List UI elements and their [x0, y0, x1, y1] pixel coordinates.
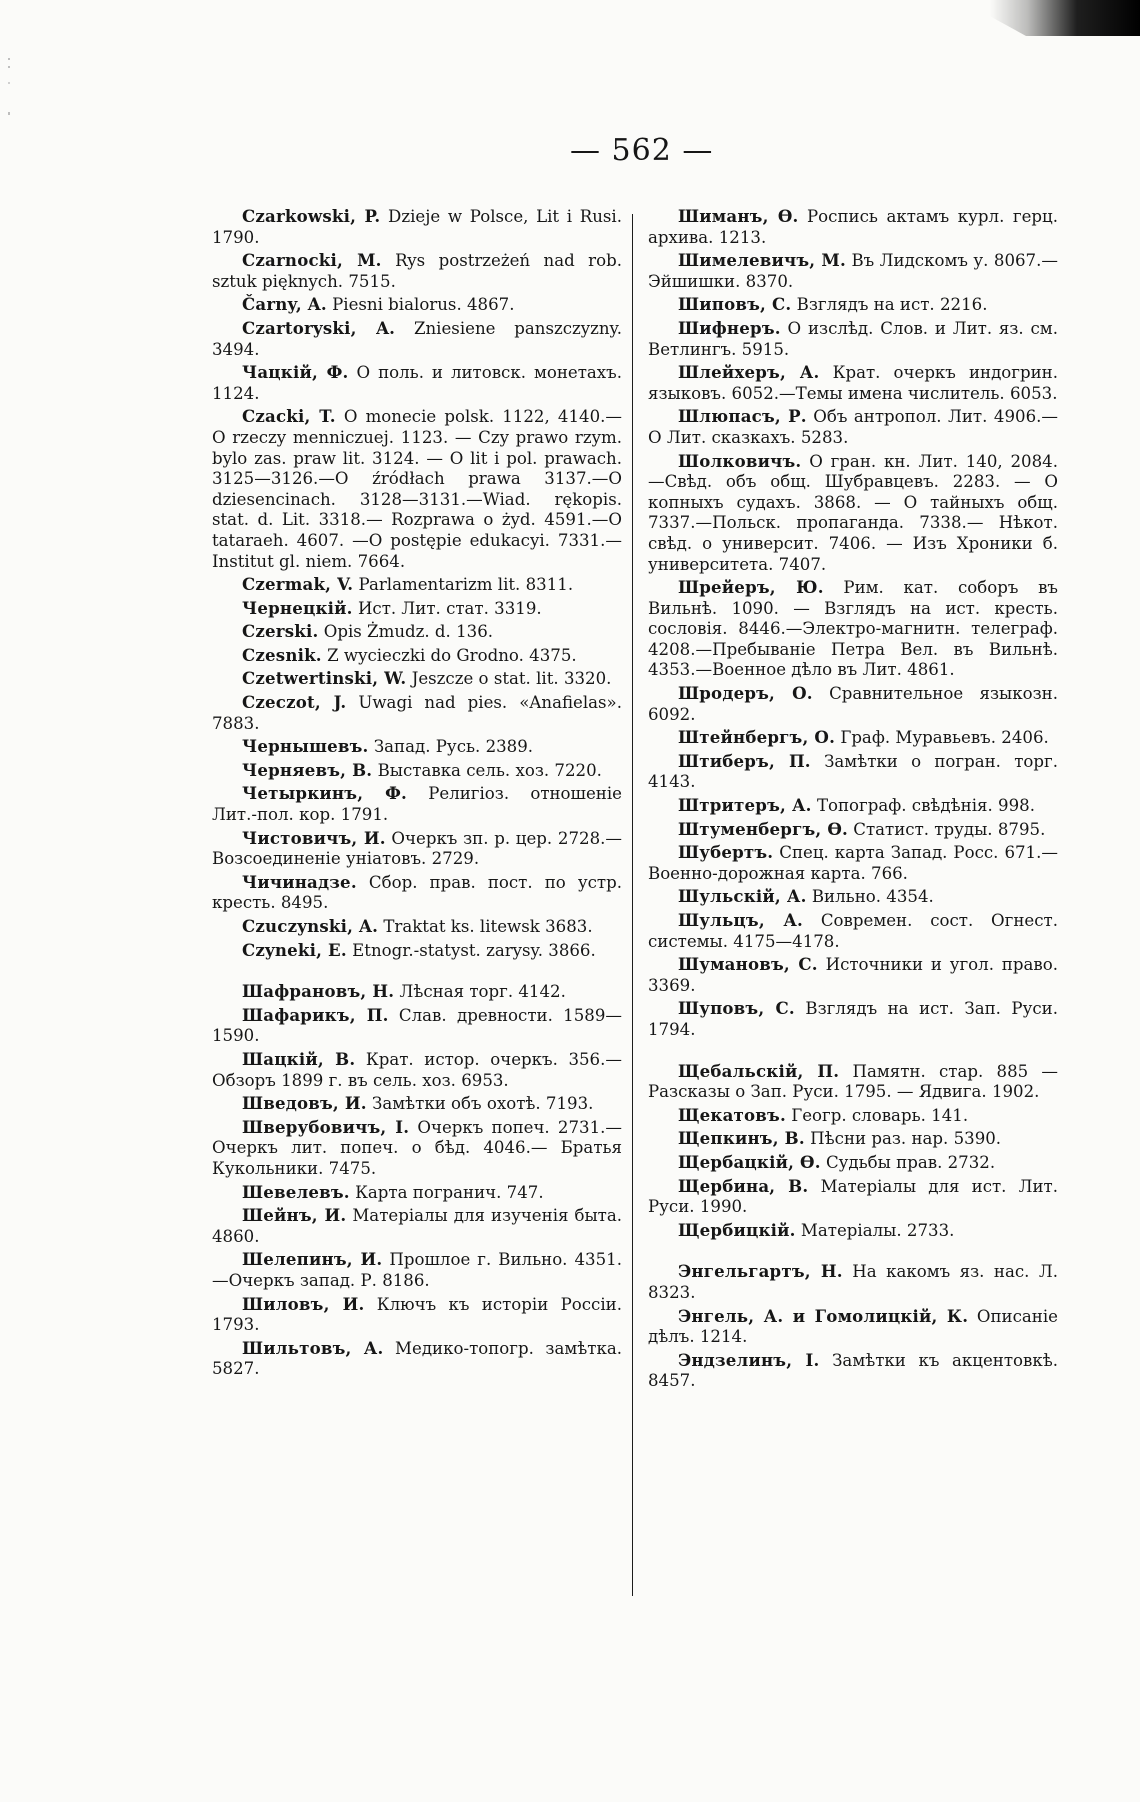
scan-dark-corner: [990, 0, 1140, 36]
bibliography-entry: [212, 916, 622, 938]
bibliography-entry: [648, 727, 1058, 749]
bibliography-entry: [648, 1152, 1058, 1174]
bibliography-entry: [212, 940, 622, 962]
entry-text: Источники и угол. право. 3369.: [648, 955, 1058, 995]
entry-text: Uwagi nad pies. «Anafielas». 7883.: [212, 693, 622, 733]
entry-text: О поль. и литовск. монетахъ. 1124.: [212, 363, 622, 403]
bibliography-entry: [648, 751, 1058, 793]
entry-author: Шиповъ, С.: [678, 294, 792, 315]
bibliography-entry: [648, 910, 1058, 952]
bibliography-entry: [212, 1182, 622, 1204]
entry-text: Piesni bialorus. 4867.: [332, 295, 515, 315]
entry-text: Въ Лидскомъ у. 8067.—Эйшишки. 8370.: [648, 251, 1058, 291]
entry-author: Энгель, А. и Гомолицкій, К.: [678, 1305, 969, 1326]
bibliography-entry: [648, 1306, 1058, 1348]
bibliography-entry: [648, 1105, 1058, 1127]
entry-author: Čarny, A.: [242, 294, 327, 315]
bibliography-entry: [648, 250, 1058, 292]
entry-author: Шульцъ, А.: [678, 910, 804, 930]
entry-text: Взглядъ на ист. 2216.: [796, 295, 988, 315]
section-gap: [212, 963, 622, 981]
bibliography-entry: [648, 206, 1058, 248]
entry-author: Чацкій, Ф.: [242, 362, 349, 383]
entry-text: Взглядъ на ист. Зап. Руси. 1794.: [648, 999, 1058, 1039]
section-gap: [648, 1243, 1058, 1261]
bibliography-entry: [648, 1220, 1058, 1242]
entry-author: Шумановъ, С.: [678, 954, 818, 975]
entry-text: Статист. труды. 8795.: [853, 819, 1046, 839]
entry-author: Czermak, V.: [242, 574, 354, 595]
entry-text: Спец. карта Запад. Росс. 671.—Военно-дорожная карта. 766.: [648, 843, 1058, 883]
entry-text: Геогр. словарь. 141.: [791, 1105, 969, 1125]
bibliography-entry: [212, 294, 622, 316]
entry-author: Чернышевъ.: [242, 736, 369, 757]
bibliography-entry: [212, 760, 622, 782]
bibliography-entry: [212, 1249, 622, 1291]
entry-author: Щербина, В.: [678, 1175, 809, 1196]
entry-text: Замѣтки о погран. торг. 4143.: [648, 751, 1058, 792]
entry-text: Traktat ks. litewsk 3683.: [383, 917, 593, 936]
entry-author: Czyneki, E.: [242, 939, 347, 960]
entry-author: Шлейхеръ, А.: [678, 362, 820, 383]
entry-text: Граф. Муравьевъ. 2406.: [840, 728, 1049, 748]
entry-author: Шродеръ, О.: [678, 683, 813, 704]
bibliography-entry: [648, 1176, 1058, 1218]
entry-author: Шиманъ, Ѳ.: [678, 206, 799, 226]
entry-author: Шевелевъ.: [242, 1181, 350, 1202]
entry-text: На какомъ яз. нас. Л. 8323.: [648, 1262, 1058, 1302]
bibliography-entry: [648, 886, 1058, 908]
entry-text: Очеркъ зп. р. цер. 2728.—Возсоединеніе уніатовъ. 2729.: [212, 828, 623, 869]
bibliography-entry: [212, 406, 622, 572]
entry-author: Шлюпасъ, Р.: [678, 406, 807, 427]
bibliography-entry: [648, 954, 1058, 996]
entry-author: Черняевъ, В.: [242, 759, 373, 780]
entry-author: Штритеръ, А.: [678, 795, 812, 816]
bibliography-entry: [648, 451, 1058, 576]
bibliography-entry: [648, 406, 1058, 448]
entry-author: Чернецкій.: [242, 597, 353, 618]
entry-text: Крат. истор. очеркъ. 356.—Обзоръ 1899 г. въ сель. хоз. 6953.: [212, 1049, 622, 1090]
bibliography-entry: [212, 783, 622, 825]
entry-text: Прошлое г. Вильно. 4351.—Очеркъ запад. Р. 8186.: [212, 1250, 622, 1290]
bibliography-entry: [212, 206, 622, 248]
bibliography-entry: [212, 574, 622, 596]
entry-author: Щепкинъ, В.: [678, 1128, 805, 1149]
entry-text: Запад. Русь. 2389.: [373, 737, 534, 757]
bibliography-entry: [212, 828, 622, 870]
bibliography-entry: [212, 1093, 622, 1115]
entry-text: Очеркъ попеч. 2731.—Очеркъ лит. попеч. о бѣд. 4046.— Братья Кукольники. 7475.: [212, 1117, 622, 1178]
entry-author: Шрейеръ, Ю.: [678, 577, 824, 598]
bibliography-entry: [648, 998, 1058, 1040]
entry-text: Матеріалы для ист. Лит. Руси. 1990.: [648, 1176, 1058, 1217]
bibliography-entry: [648, 362, 1058, 404]
entry-author: Шелепинъ, И.: [242, 1249, 383, 1270]
bibliography-entry: [212, 1338, 622, 1380]
entry-text: Памятн. стар. 885 — Разсказы о Зап. Руси. 1795. — Ядвига. 1902.: [648, 1061, 1059, 1102]
entry-text: Etnogr.-statyst. zarysy. 3866.: [352, 940, 596, 960]
entry-text: Ключъ къ исторіи Россіи. 1793.: [212, 1294, 622, 1335]
bibliography-entry: [212, 981, 622, 1003]
entry-author: Шейнъ, И.: [242, 1205, 347, 1226]
entry-author: Czerski.: [242, 621, 319, 642]
entry-author: Шацкій, В.: [242, 1048, 356, 1069]
bibliography-entry: [648, 1128, 1058, 1150]
entry-text: Сбор. прав. пост. по устр. кресть. 8495.: [212, 872, 622, 913]
entry-author: Щекатовъ.: [678, 1104, 786, 1125]
entry-author: Czuczynski, A.: [242, 916, 379, 936]
entry-author: Щербацкій, Ѳ.: [678, 1151, 821, 1172]
section-gap: [648, 1043, 1058, 1061]
entry-author: Эндзелинъ, І.: [678, 1349, 820, 1370]
entry-text: Выставка сель. хоз. 7220.: [377, 760, 602, 780]
right-column: [648, 206, 1058, 1394]
bibliography-entry: [212, 736, 622, 758]
entry-author: Шолковичъ.: [678, 450, 802, 471]
entry-author: Czarnocki, M.: [242, 250, 382, 271]
entry-author: Шверубовичъ, І.: [242, 1116, 410, 1137]
bibliography-entry: [212, 1005, 622, 1047]
bibliography-entry: [648, 294, 1058, 316]
bibliography-entry: [212, 692, 622, 734]
entry-text: Религіоз. отношеніе Лит.-пол. кор. 1791.: [212, 784, 622, 825]
bibliography-entry: [212, 1294, 622, 1336]
entry-author: Czeczot, J.: [242, 692, 347, 713]
entry-text: Замѣтки къ акцентовкѣ. 8457.: [648, 1350, 1058, 1391]
entry-author: Энгельгартъ, Н.: [678, 1261, 843, 1282]
entry-author: Щербицкій.: [678, 1219, 796, 1240]
bibliography-entry: [212, 1205, 622, 1247]
entry-text: Лѣсная торг. 4142.: [399, 982, 566, 1002]
bibliography-entry: [212, 362, 622, 404]
entry-text: Вильно. 4354.: [811, 887, 934, 907]
entry-text: Топограф. свѣдѣнія. 998.: [816, 796, 1035, 816]
entry-text: О изслѣд. Слов. и Лит. яз. см. Ветлингъ. 5915.: [648, 318, 1058, 359]
bibliography-entry: [648, 1061, 1058, 1103]
entry-text: Z wycieczki do Grodno. 4375.: [327, 645, 577, 665]
bibliography-entry: [648, 819, 1058, 841]
bibliography-entry: [212, 250, 622, 292]
entry-author: Czesnik.: [242, 644, 322, 665]
scan-margin-mark: [8, 58, 10, 144]
bibliography-entry: [212, 872, 622, 914]
entry-text: Матеріалы. 2733.: [800, 1220, 955, 1240]
bibliography-entry: [212, 1049, 622, 1091]
entry-text: Объ антропол. Лит. 4906.—О Лит. сказкахъ. 5283.: [648, 407, 1058, 447]
entry-text: Parlamentarizm lit. 8311.: [358, 575, 574, 595]
entry-author: Штуменбергъ, Ѳ.: [678, 818, 848, 839]
bibliography-entry: [648, 318, 1058, 360]
entry-author: Czetwertinski, W.: [242, 668, 407, 689]
entry-text: Zniesiene panszczyzny. 3494.: [212, 318, 623, 359]
entry-text: Ист. Лит. стат. 3319.: [357, 598, 542, 618]
entry-author: Шафарикъ, П.: [242, 1004, 389, 1025]
entry-text: Opis Żmudz. d. 136.: [323, 622, 494, 642]
entry-author: Щебальскій, П.: [678, 1060, 840, 1081]
bibliography-entry: [212, 598, 622, 620]
entry-text: Рим. кат. соборъ въ Вильнѣ. 1090. — Взглядъ на ист. кресть. сословія. 8446.—Электро-магнитн. телеграф. 4208.—Пребываніе Петра Вел. въ Вильнѣ. 4353.—Военное дѣло въ Лит. 4861.: [648, 578, 1058, 680]
bibliography-entry: [648, 795, 1058, 817]
entry-author: Czacki, T.: [242, 406, 336, 427]
bibliography-entry: [648, 577, 1058, 681]
entry-author: Шильтовъ, А.: [242, 1337, 384, 1358]
entry-text: Крат. очеркъ индогрин. языковъ. 6052.—Темы имена числитель. 6053.: [648, 363, 1059, 403]
bibliography-entry: [648, 683, 1058, 725]
entry-text: Современ. сост. Огнест. системы. 4175—4178.: [648, 911, 1058, 951]
left-column: [212, 206, 622, 1382]
bibliography-entry: [212, 1117, 622, 1180]
entry-text: Замѣтки объ охотѣ. 7193.: [372, 1094, 594, 1114]
entry-text: Описаніе дѣлъ. 1214.: [648, 1306, 1058, 1347]
entry-text: Матеріалы для изученія быта. 4860.: [212, 1206, 622, 1246]
bibliography-entry: [212, 645, 622, 667]
entry-text: Пѣсни раз. нар. 5390.: [810, 1129, 1002, 1149]
entry-author: Шифнеръ.: [678, 317, 781, 338]
bibliography-entry: [212, 318, 622, 360]
entry-author: Штейнбергъ, О.: [678, 727, 836, 748]
bibliography-entry: [648, 842, 1058, 884]
entry-text: Сравнительное языкозн. 6092.: [648, 684, 1058, 724]
bibliography-entry: [212, 621, 622, 643]
column-divider: [632, 214, 633, 1596]
entry-author: Czarkowski, P.: [242, 206, 381, 226]
entry-text: Медико-топогр. замѣтка. 5827.: [212, 1338, 623, 1379]
entry-text: Dzieje w Polsce, Lit i Rusi. 1790.: [212, 207, 622, 247]
entry-author: Чистовичъ, И.: [242, 827, 386, 848]
entry-text: О гран. кн. Лит. 140, 2084.—Свѣд. объ общ. Шубравцевъ. 2283. — О копныхъ судахъ. 3868. — О тайныхъ общ. 7337.—Польск. пропаганда. 7338.— Нѣкот. свѣд. о университ. 7406. — Изъ Хроники б. университета. 7407.: [648, 451, 1058, 574]
bibliography-entry: [648, 1261, 1058, 1303]
bibliography-entry: [648, 1350, 1058, 1392]
bibliography-entry: [212, 668, 622, 690]
entry-text: Слав. древности. 1589—1590.: [212, 1005, 622, 1046]
entry-author: Четыркинъ, Ф.: [242, 783, 407, 804]
entry-text: Судьбы прав. 2732.: [825, 1152, 996, 1172]
entry-author: Czartoryski, A.: [242, 317, 396, 338]
entry-author: Шуповъ, С.: [678, 998, 795, 1019]
entry-author: Шведовъ, И.: [242, 1093, 367, 1114]
entry-author: Шульскій, А.: [678, 886, 807, 907]
page-number: — 562 —: [570, 133, 714, 168]
entry-author: Шимелевичъ, М.: [678, 250, 846, 271]
entry-text: Карта погранич. 747.: [355, 1182, 544, 1202]
entry-text: O monecie polsk. 1122, 4140.— O rzeczy menniczuej. 1123. — Czy prawo rzym. bylo zas. praw lit. 3124. — O lit i pol. prawach. 3125—3126.—O źródłach prawa 3137.—O dziesencinach. 3128—3131.—Wiad. rękopis. stat. d. Lit. 3318.— Rozprawa o żyd. 4591.—O tataraeh. 4607. —O postępie edukacyi. 7331.—Institut gl. niem. 7664.: [212, 407, 622, 571]
entry-author: Шиловъ, И.: [242, 1293, 365, 1314]
entry-author: Чичинадзе.: [242, 871, 357, 892]
entry-author: Шафрановъ, Н.: [242, 981, 395, 1002]
entry-text: Rys postrzeżeń nad rob. sztuk pięknych. 7515.: [212, 251, 623, 291]
entry-author: Штиберъ, П.: [678, 750, 811, 771]
entry-text: Роспись актамъ курл. герц. архива. 1213.: [648, 207, 1058, 247]
entry-text: Jeszcze o stat. lit. 3320.: [411, 669, 612, 689]
entry-author: Шубертъ.: [678, 842, 774, 863]
